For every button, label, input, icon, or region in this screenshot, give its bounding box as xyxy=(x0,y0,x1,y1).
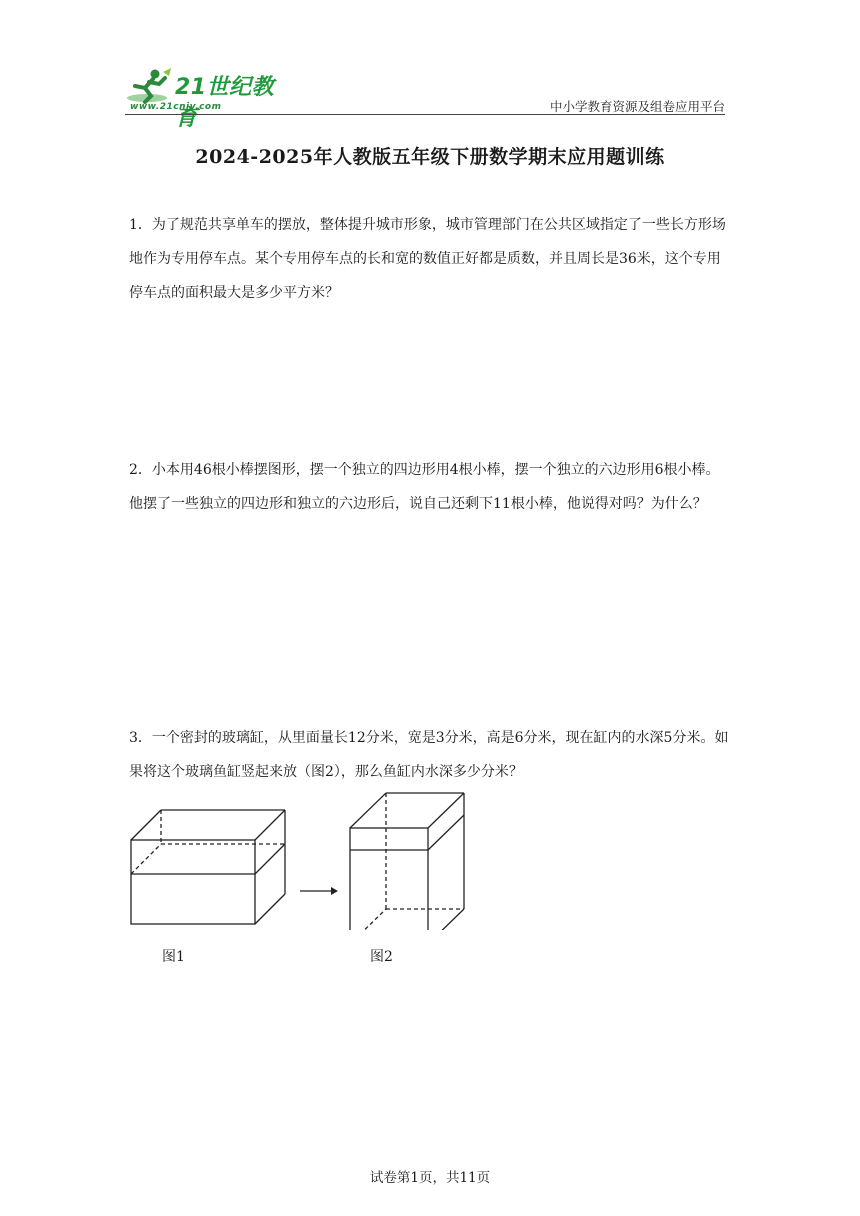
question-2 xyxy=(129,453,729,521)
tank-figure xyxy=(128,790,488,970)
question-text: 为了规范共享单车的摆放，整体提升城市形象，城市管理部门在公共区域指定了一些长方形场地作为专用停车点。某个专用停车点的长和宽的数值正好都是质数，并且周长是36米，这个专用停车点的面积最大是多少平方米？ xyxy=(129,217,726,301)
question-number: 2． xyxy=(129,462,152,478)
figure-1-horizontal-tank xyxy=(131,810,285,924)
page-footer: 试卷第1页，共11页 xyxy=(369,1170,491,1186)
page-header xyxy=(125,62,725,131)
logo-url: www.21cnjy.com xyxy=(130,102,222,112)
figure-1-label: 图1 xyxy=(162,949,185,965)
question-text: 一个密封的玻璃缸，从里面量长12分米，宽是3分米，高是6分米，现在缸内的水深5分米。如果将这个玻璃鱼缸竖起来放（图2），那么鱼缸内水深多少分米？ xyxy=(129,730,729,780)
question-3 xyxy=(129,721,729,789)
logo xyxy=(125,62,295,131)
header-divider xyxy=(125,114,725,115)
arrow-icon xyxy=(300,887,338,895)
figure-2-label: 图2 xyxy=(370,949,393,965)
question-text: 小本用46根小棒摆图形，摆一个独立的四边形用4根小棒，摆一个独立的六边形用6根小棒。他摆了一些独立的四边形和独立的六边形后，说自己还剩下11根小棒，他说得对吗？为什么？ xyxy=(129,462,720,512)
logo-text: 21世纪教育 xyxy=(175,75,275,131)
question-number: 1． xyxy=(129,217,152,233)
question-number: 3． xyxy=(129,730,152,746)
page-title: 2024-2025年人教版五年级下册数学期末应用题训练 xyxy=(195,146,665,168)
figure-2-upright-tank xyxy=(350,793,464,930)
question-1 xyxy=(129,208,729,310)
tank-diagram xyxy=(128,790,488,930)
platform-label: 中小学教育资源及组卷应用平台 xyxy=(549,99,725,114)
runner-logo-icon xyxy=(125,66,175,106)
